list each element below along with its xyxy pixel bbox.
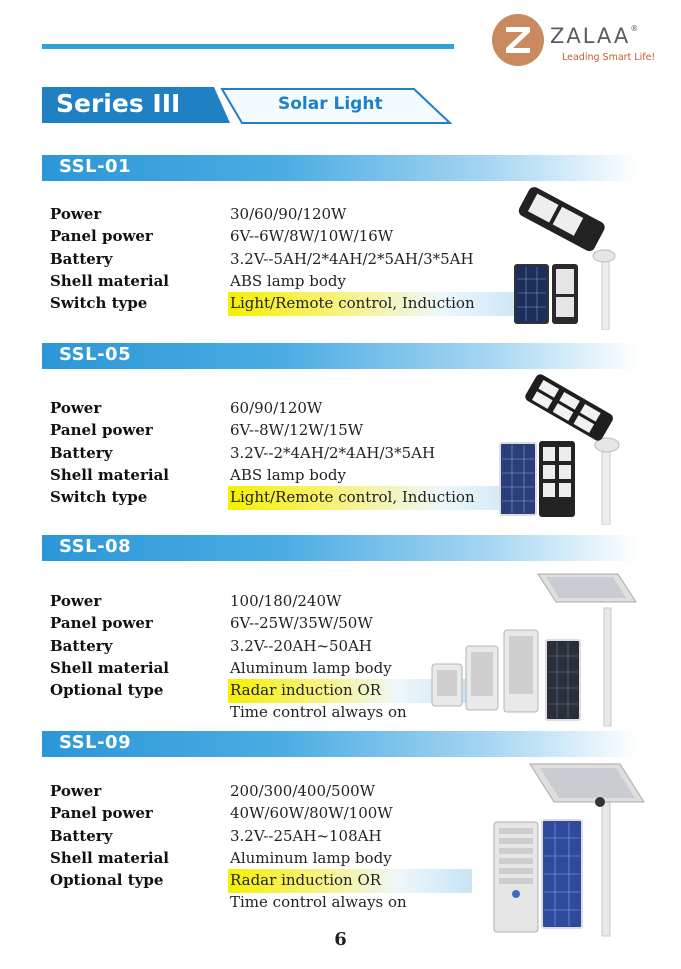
spec-value: 3.2V--2*4AH/2*4AH/3*5AH (230, 443, 436, 462)
spec-label: Optional type (50, 871, 164, 890)
spec-value: Time control always on (230, 703, 407, 722)
spec-label: Power (50, 592, 102, 610)
spec-label: Optional type (50, 681, 164, 700)
spec-value: 30/60/90/120W (230, 205, 347, 223)
spec-row (50, 272, 450, 294)
spec-label: Switch type (50, 488, 148, 507)
aluminum-solar-street-light-image (428, 568, 640, 728)
spec-value: 200/300/400/500W (230, 782, 376, 800)
spec-row (50, 592, 450, 614)
spec-row (50, 637, 450, 659)
spec-row (50, 227, 450, 249)
spec-list-ssl-01 (50, 205, 475, 316)
spec-row (50, 466, 450, 488)
model-header-ssl-05 (42, 343, 638, 369)
header-accent-line (42, 44, 454, 49)
spec-list-ssl-08 (50, 592, 450, 726)
spec-row (50, 421, 450, 443)
spec-row (50, 205, 450, 227)
spec-label: Shell material (50, 658, 169, 677)
spec-row (50, 444, 450, 466)
spec-label: Battery (50, 636, 113, 655)
spec-row (50, 294, 475, 316)
spec-row (50, 849, 450, 871)
spec-list-ssl-09 (50, 782, 450, 916)
model-name: SSL-01 (59, 156, 132, 177)
compact-solar-street-light-image (505, 185, 640, 330)
spec-value: ABS lamp body (230, 271, 346, 290)
spec-label: Shell material (50, 848, 169, 867)
spec-row (50, 488, 475, 510)
spec-value: ABS lamp body (230, 465, 346, 484)
spec-value: 60/90/120W (230, 399, 323, 417)
spec-label: Battery (50, 443, 113, 462)
spec-label: Switch type (50, 294, 148, 313)
spec-list-ssl-05 (50, 399, 475, 510)
spec-label: Panel power (50, 804, 153, 823)
spec-row (50, 399, 450, 421)
model-header-ssl-01 (42, 155, 638, 181)
spec-row (50, 249, 474, 272)
spec-row (50, 782, 450, 804)
spec-row (50, 703, 450, 725)
spec-value: Aluminum lamp body (230, 848, 392, 867)
spec-label: Power (50, 782, 102, 800)
category-title: Solar Light (278, 94, 383, 114)
spec-label: Shell material (50, 271, 169, 290)
model-name: SSL-05 (59, 344, 132, 365)
spec-label: Battery (50, 249, 113, 268)
spec-row (50, 893, 450, 915)
brand-tagline: Leading Smart Life! (562, 52, 656, 63)
spec-label: Shell material (50, 465, 169, 484)
spec-value: 3.2V--25AH~108AH (230, 826, 382, 845)
spec-label: Panel power (50, 421, 153, 440)
spec-row (50, 614, 450, 636)
spec-value: 100/180/240W (230, 592, 342, 610)
model-header-ssl-08 (42, 535, 638, 561)
brand-name: ZALAA® (550, 24, 639, 48)
spec-row (50, 659, 450, 681)
spec-value: 3.2V--5AH/2*4AH/2*5AH/3*5AH (230, 249, 474, 268)
spec-value: 6V--8W/12W/15W (230, 421, 364, 440)
spec-value: Radar induction OR (230, 871, 382, 890)
model-header-ssl-09 (42, 731, 638, 757)
model-name: SSL-08 (59, 536, 132, 557)
spec-label: Power (50, 399, 102, 417)
spec-row (50, 681, 450, 703)
series-title: Series III (56, 89, 181, 118)
spec-value: Radar induction OR (230, 681, 382, 700)
integrated-solar-street-light-image (495, 373, 635, 525)
spec-row (50, 804, 450, 826)
spec-row (50, 827, 450, 849)
brand-logo (492, 14, 662, 70)
spec-label: Panel power (50, 614, 153, 633)
page-number: 6 (334, 929, 347, 950)
z-logo-icon (492, 14, 544, 66)
spec-value: 3.2V--20AH~50AH (230, 636, 373, 655)
spec-value: 40W/60W/80W/100W (230, 804, 393, 823)
spec-value: Time control always on (230, 893, 407, 912)
spec-value: Light/Remote control, Induction (230, 488, 475, 507)
spec-label: Panel power (50, 227, 153, 246)
high-power-solar-street-light-image (490, 758, 645, 938)
spec-label: Power (50, 205, 102, 223)
spec-value: Light/Remote control, Induction (230, 294, 475, 313)
spec-label: Battery (50, 826, 113, 845)
spec-value: 6V--6W/8W/10W/16W (230, 227, 394, 246)
spec-value: Aluminum lamp body (230, 658, 392, 677)
spec-value: 6V--25W/35W/50W (230, 614, 373, 633)
spec-row (50, 871, 450, 893)
model-name: SSL-09 (59, 732, 132, 753)
